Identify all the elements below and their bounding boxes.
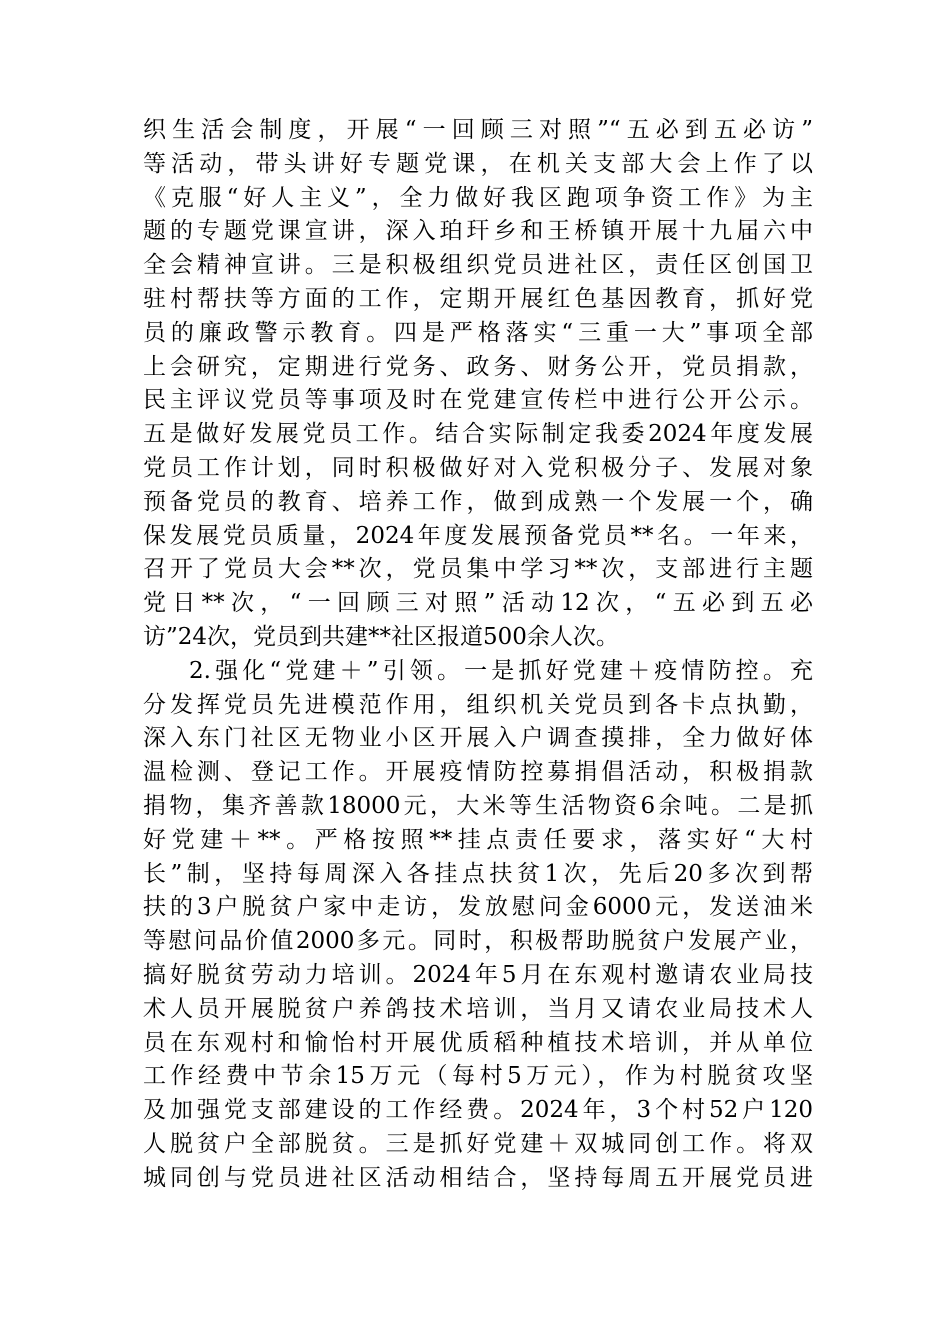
- text-line: 扶的3户脱贫户家中走访，发放慰问金6000元，发送油米: [143, 894, 813, 921]
- text-line: 访”24次，党员到共建**社区报道500余人次。: [143, 623, 619, 650]
- text-line: 2.强化“党建＋”引领。一是抓好党建＋疫情防控。充: [189, 657, 813, 684]
- text-line: 保发展党员质量，2024年度发展预备党员**名。一年来，: [143, 522, 813, 549]
- text-line: 党日**次，“一回顾三对照”活动12次，“五必到五必: [143, 590, 813, 617]
- text-line: 人脱贫户全部脱贫。三是抓好党建＋双城同创工作。将双: [143, 1130, 813, 1157]
- text-line: 《克服“好人主义”，全力做好我区跑项争资工作》为主: [143, 184, 813, 211]
- text-line: 术人员开展脱贫户养鸽技术培训，当月又请农业局技术人: [143, 995, 813, 1022]
- text-line: 上会研究，定期进行党务、政务、财务公开，党员捐款，: [143, 353, 813, 380]
- text-line: 民主评议党员等事项及时在党建宣传栏中进行公开公示。: [143, 387, 813, 414]
- paragraph-2: [143, 655, 813, 1196]
- text-line: 召开了党员大会**次，党员集中学习**次，支部进行主题: [143, 556, 813, 583]
- text-line: 五是做好发展党员工作。结合实际制定我委2024年度发展: [143, 421, 813, 448]
- paragraph-1: [143, 114, 813, 655]
- document-body: [143, 114, 813, 1196]
- text-line: 等活动，带头讲好专题党课，在机关支部大会上作了以: [143, 150, 813, 177]
- text-line: 城同创与党员进社区活动相结合，坚持每周五开展党员进: [143, 1164, 813, 1191]
- text-line: 员在东观村和愉怡村开展优质稻种植技术培训，并从单位: [143, 1029, 813, 1056]
- text-line: 搞好脱贫劳动力培训。2024年5月在东观村邀请农业局技: [143, 961, 813, 988]
- text-line: 员的廉政警示教育。四是严格落实“三重一大”事项全部: [143, 319, 813, 346]
- text-line: 织生活会制度，开展“一回顾三对照”“五必到五必访”: [143, 117, 813, 143]
- text-line: 分发挥党员先进模范作用，组织机关党员到各卡点执勤，: [143, 691, 813, 718]
- text-line: 及加强党支部建设的工作经费。2024年，3个村52户120: [143, 1097, 813, 1124]
- text-line: 预备党员的教育、培养工作，做到成熟一个发展一个，确: [143, 488, 813, 515]
- text-line: 好党建＋**。严格按照**挂点责任要求，落实好“大村: [143, 826, 813, 853]
- text-line: 工作经费中节余15万元（每村5万元），作为村脱贫攻坚: [143, 1063, 813, 1090]
- text-line: 深入东门社区无物业小区开展入户调查摸排，全力做好体: [143, 725, 813, 752]
- text-line: 题的专题党课宣讲，深入珀玕乡和王桥镇开展十九届六中: [143, 218, 813, 245]
- text-line: 全会精神宣讲。三是积极组织党员进社区，责任区创国卫: [143, 252, 813, 279]
- text-line: 长”制，坚持每周深入各挂点扶贫1次，先后20多次到帮: [143, 860, 813, 887]
- text-line: 党员工作计划，同时积极做好对入党积极分子、发展对象: [143, 454, 813, 481]
- text-line: 驻村帮扶等方面的工作，定期开展红色基因教育，抓好党: [143, 285, 813, 312]
- text-line: 温检测、登记工作。开展疫情防控募捐倡活动，积极捐款: [143, 759, 813, 786]
- text-line: 捐物，集齐善款18000元，大米等生活物资6余吨。二是抓: [143, 792, 813, 819]
- text-line: 等慰问品价值2000多元。同时，积极帮助脱贫户发展产业，: [143, 928, 813, 955]
